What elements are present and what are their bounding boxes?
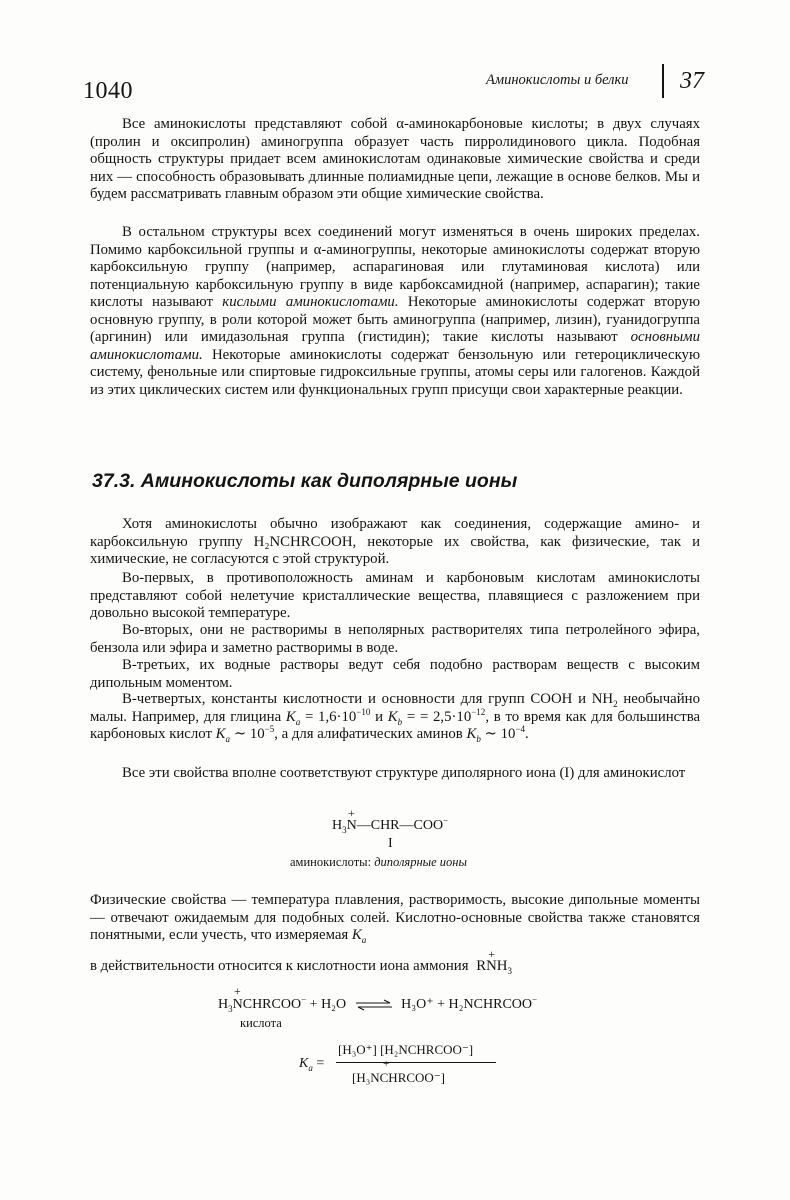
paragraph-3-text-a: Хотя аминокислоты обычно изображают как соединения, содержащие амино- и карбоксильную группу: [90, 516, 700, 550]
paragraph-5: [90, 622, 700, 657]
structure-i-label: I: [388, 836, 393, 851]
chapter-number: 37: [680, 68, 704, 94]
paragraph-3-text-b: некоторые их свойства, как физические, так и химические, не согласуются с этой структурой.: [90, 533, 701, 567]
fraction-bar: [336, 1062, 496, 1063]
ka-symbol: K: [299, 1056, 309, 1071]
paragraph-8-text: Все эти свойства вполне соответствуют структуре диполярного иона (I) для аминокислот: [122, 765, 686, 781]
plus-charge: +: [348, 806, 355, 820]
term-acidic-amino-acids: кислыми аминокислотами.: [222, 294, 399, 310]
paragraph-2-text-c: Некоторые аминокислоты содержат бензольную или гетероциклическую систему, фенольные или спиртовые гидроксильные группы, атомы серы или галогенов. Каждой из этих циклических систем или функциональных групп присущи свои характерные реакции.: [90, 346, 700, 398]
ka-carboxylic-value: ∼ 10: [233, 726, 265, 742]
paragraph-2: [90, 224, 700, 399]
paragraph-7-text-b: необычайно малы. Например, для глицина: [90, 691, 700, 725]
paragraph-7-text-c: в то время как для большинства карбоновых кислот: [90, 708, 701, 742]
paragraph-9-text-a: Физические свойства — температура плавления, растворимость, высокие дипольные моменты — отвечают ожидаемым для подобных солей. Кислотно-основные свойства также становятся понятными, если учесть, что измеряемая: [90, 892, 700, 943]
kb-glycine-value: = 2,5·10: [419, 708, 472, 725]
header-divider: [662, 64, 664, 98]
structure-i-caption: [290, 855, 467, 870]
structure-i-rest: N—CHR—COO: [346, 818, 444, 833]
paragraph-2-text-a: В остальном структуры всех соединений могут изменяться в очень широких пределах. Помимо карбоксильной группы и α-аминогруппы, некоторые аминокислоты содержат вторую карбоксильную группу (например, аспарагиновая или глутаминовая кислота) или потенциальную карбоксильную группу в виде карбоксамидной (например, аспарагин); такие кислоты называют: [90, 224, 700, 310]
paragraph-1-text: Все аминокислоты представляют собой α-аминокарбоновые кислоты; в двух случаях (пролин и оксипролин) аминогруппа образует часть пирролидинового цикла. Подобная общность структуры придает всем аминокислотам одинаковые химические свойства и среди них — способность образовывать длинные полиамидные цепи, лежащие в основе белков. Мы и будем рассматривать главным образом эти общие химические свойства.: [90, 116, 700, 202]
ka-glycine-value: = 1,6·10: [304, 708, 357, 725]
paragraph-1: [90, 116, 700, 204]
structure-i-caption-italic: диполярные ионы: [374, 855, 467, 869]
paragraph-7-text-a: В-четвертых, константы кислотности и основности для групп COOH и NH: [122, 691, 614, 707]
structure-i-caption-plain: аминокислоты:: [290, 855, 372, 869]
paragraph-4: [90, 570, 700, 623]
paragraph-2-text-b: Некоторые аминокислоты содержат вторую основную группу, в роли которой может быть аминогруппа (например, лизин), гуанидогруппа (аргинин) или имидазольная группа (гистидин); такие кислоты называют: [90, 294, 701, 345]
equilibrium-equation: + $H_3NCHRCOO^- + H_2O$ H₃O⁺ + H₂NCHRCOO−: [218, 984, 538, 1014]
paragraph-5-text: Во-вторых, они не растворимы в неполярных растворителях типа петролейного эфира, бензола или эфира и заметно растворимы в воде.: [90, 622, 700, 656]
paragraph-7-text-d: а для алифатических аминов: [281, 726, 463, 742]
ka-denominator-wrap: + [H₃NCHRCOO⁻]: [352, 1058, 446, 1085]
paragraph-4-text: Во-первых, в противоположность аминам и карбоновым кислотам аминокислоты представляют собой нелетучие кристаллические вещества, плавящиеся с разложением при довольно высокой температуре.: [90, 570, 700, 621]
formula-h2nchrcooh: H₂NCHRCOOH,: [253, 533, 357, 550]
ka-expression-lhs: $K_a$ =: [299, 1056, 325, 1073]
ka-denominator: [H₃NCHRCOO⁻]: [352, 1070, 446, 1085]
paragraph-3: [90, 516, 700, 569]
structure-i-formula: + $H_3N—CHR—COO^-$: [332, 806, 449, 835]
ka-numerator: [H₃O⁺] [H₂NCHRCOO⁻]: [338, 1042, 474, 1057]
page-number: 1040: [83, 78, 133, 104]
paragraph-8: [90, 765, 700, 783]
kb-amine-value: ∼ 10: [484, 726, 516, 742]
equation-water: + H₂O: [309, 997, 347, 1012]
paragraph-9-cont: [90, 947, 700, 976]
structure-i-h: H: [332, 818, 343, 833]
paragraph-9: Физические свойства — температура плавления, растворимость, высокие дипольные моменты — отвечают ожидаемым для подобных солей. Кислотно-основные свойства также становятся понятными, если учесть, что измеряемая $K_a$: [90, 892, 700, 945]
term-basic-amino-acids: основными аминокислотами.: [90, 329, 700, 363]
equation-plus-charge: +: [234, 984, 241, 998]
kb-glycine-exponent: −12: [471, 706, 486, 717]
kb-glycine-eq: =: [406, 708, 416, 725]
paragraph-7: В-четвертых, константы кислотности и основности для групп COOH и $NH_2$ необычайно малы. Например, для глицина $K_a = 1,6\cdot 10^{-10}$ и $K_b$ = = $2,5\cdot 10^{-12}$, в то время как для большинства карбоновых кислот $K_a$ ∼ $10^{-5}$, а для алифатических аминов $K_b$ ∼ $10^{-4}$.: [90, 691, 701, 744]
paragraph-9-text-b: в действительности относится к кислотности иона аммония: [90, 958, 469, 974]
section-title: 37.3. Аминокислоты как диполярные ионы: [92, 470, 518, 492]
equilibrium-arrows-icon: [354, 999, 394, 1011]
kb-amine-exponent: −4: [515, 724, 526, 735]
ammonium-ion: + $RNH_3$: [476, 947, 512, 976]
paragraph-6: [90, 657, 700, 692]
running-title: Аминокислоты и белки: [486, 72, 629, 88]
ka-carboxylic-exponent: −5: [264, 724, 275, 735]
equation-left-label: кислота: [240, 1016, 282, 1030]
ka-glycine-exponent: −10: [356, 706, 371, 717]
equation-left: NCHRCOO: [232, 997, 302, 1012]
paragraph-6-text: В-третьих, их водные растворы ведут себя подобно растворам веществ с высоким дипольным моментом.: [90, 657, 700, 691]
equation-right: H₃O⁺ + H₂NCHRCOO: [401, 997, 533, 1012]
